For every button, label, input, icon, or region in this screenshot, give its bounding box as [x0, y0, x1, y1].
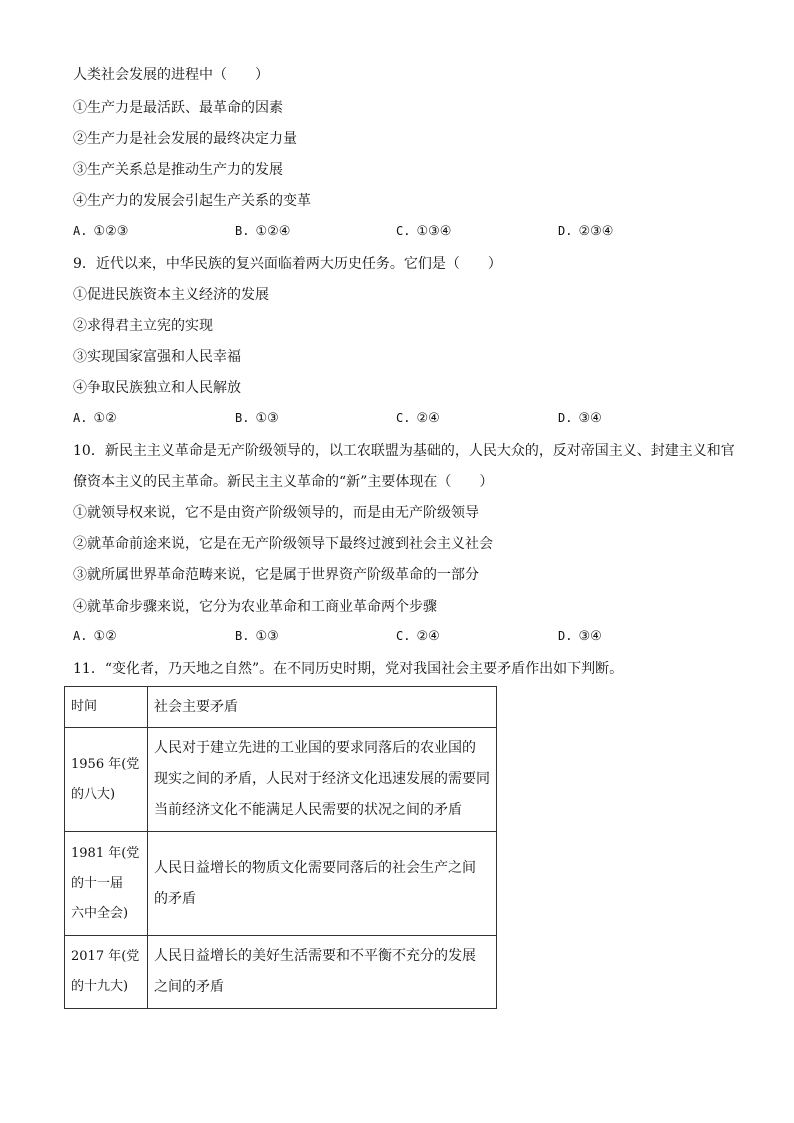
table-row: [65, 728, 497, 832]
content-line: 人民对于建立先进的工业国的要求同落后的农业国的: [154, 740, 476, 756]
time-line: 六中全会): [71, 905, 129, 921]
time-line: 的十九大): [71, 979, 129, 994]
header-time: 时间: [65, 687, 148, 728]
q9-item-2: ②求得君主立宪的实现: [73, 318, 213, 334]
option-key: C.: [396, 224, 411, 238]
option-key: A.: [73, 411, 88, 425]
row-time: [65, 936, 148, 1009]
option-text: ③④: [578, 411, 602, 426]
q9-option-a[interactable]: [73, 411, 117, 426]
time-line: 的八大): [71, 786, 116, 802]
q8-option-a[interactable]: [73, 224, 128, 239]
table-row: [65, 832, 497, 936]
option-text: ②④: [416, 411, 440, 426]
option-text: ③④: [578, 629, 602, 644]
content-line: 的矛盾: [154, 890, 196, 907]
option-key: A.: [73, 224, 88, 238]
q10-item-3: ③就所属世界革命范畴来说，它是属于世界资产阶级革命的一部分: [73, 567, 479, 583]
option-key: C.: [396, 629, 411, 643]
option-key: C.: [396, 411, 411, 425]
option-key: D.: [558, 629, 573, 643]
content-line: 人民日益增长的物质文化需要同落后的社会生产之间: [154, 859, 476, 876]
table-row: [65, 936, 497, 1009]
option-key: D.: [558, 411, 573, 425]
q10-stem-line-2: 僚资本主义的民主革命。新民主主义革命的“新”主要体现在（ ）: [73, 474, 494, 490]
time-line: 1956 年(党: [71, 756, 140, 772]
row-content: [148, 832, 497, 936]
q8-option-b[interactable]: [235, 224, 290, 239]
row-time: [65, 728, 148, 832]
q10-option-a[interactable]: [73, 629, 117, 644]
row-content: [148, 936, 497, 1009]
q8-option-d[interactable]: [558, 224, 613, 239]
q10-option-c[interactable]: [396, 629, 440, 644]
time-line: 的十一届: [71, 875, 124, 891]
option-key: B.: [235, 224, 250, 238]
q8-item-3: ③生产关系总是推动生产力的发展: [73, 162, 283, 178]
q10-option-b[interactable]: [235, 629, 279, 644]
option-text: ①②: [93, 629, 117, 644]
q9-item-3: ③实现国家富强和人民幸福: [73, 349, 241, 365]
option-key: B.: [235, 411, 250, 425]
time-line: 2017 年(党: [71, 949, 140, 964]
option-key: B.: [235, 629, 250, 643]
content-line: 当前经济文化不能满足人民需要的状况之间的矛盾: [154, 802, 462, 818]
contradiction-table: [64, 686, 497, 1009]
q9-option-d[interactable]: [558, 411, 602, 426]
option-key: A.: [73, 629, 88, 643]
q10-item-1: ①就领导权来说，它不是由资产阶级领导的，而是由无产阶级领导: [73, 505, 479, 521]
option-text: ①②: [93, 411, 117, 426]
q9-item-1: ①促进民族资本主义经济的发展: [73, 287, 269, 303]
content-line: 人民日益增长的美好生活需要和不平衡不充分的发展: [154, 948, 476, 964]
table-header-row: [65, 687, 497, 728]
q8-stem: 人类社会发展的进程中（ ）: [73, 67, 269, 83]
q9-option-c[interactable]: [396, 411, 440, 426]
q8-options: [73, 224, 723, 242]
q10-option-d[interactable]: [558, 629, 602, 644]
q9-option-b[interactable]: [235, 411, 279, 426]
time-line: 1981 年(党: [71, 845, 140, 861]
q8-item-1: ①生产力是最活跃、最革命的因素: [73, 100, 283, 116]
q10-item-2: ②就革命前途来说，它是在无产阶级领导下最终过渡到社会主义社会: [73, 536, 493, 552]
q9-options: [73, 411, 723, 429]
q8-item-2: ②生产力是社会发展的最终决定力量: [73, 131, 297, 147]
row-content: [148, 728, 497, 832]
row-time: [65, 832, 148, 936]
option-key: D.: [558, 224, 573, 238]
option-text: ①②④: [255, 224, 291, 239]
q10-item-4: ④就革命步骤来说，它分为农业革命和工商业革命两个步骤: [73, 599, 437, 615]
q9-stem: 9．近代以来，中华民族的复兴面临着两大历史任务。它们是（ ）: [73, 256, 502, 272]
header-contradiction: 社会主要矛盾: [148, 687, 497, 728]
q9-item-4: ④争取民族独立和人民解放: [73, 380, 241, 396]
q10-options: [73, 629, 723, 647]
q8-item-4: ④生产力的发展会引起生产关系的变革: [73, 193, 311, 209]
option-text: ②④: [416, 629, 440, 644]
option-text: ②③④: [578, 224, 614, 239]
option-text: ①③: [255, 411, 279, 426]
content-line: 之间的矛盾: [154, 979, 224, 995]
option-text: ①②③: [93, 224, 129, 239]
option-text: ①③④: [416, 224, 452, 239]
option-text: ①③: [255, 629, 279, 644]
q10-stem-line-1: 10．新民主主义革命是无产阶级领导的，以工农联盟为基础的，人民大众的，反对帝国主义、封建主义和官: [73, 443, 735, 459]
content-line: 现实之间的矛盾，人民对于经济文化迅速发展的需要同: [154, 771, 490, 787]
q11-stem: 11．“变化者，乃天地之自然”。在不同历史时期，党对我国社会主要矛盾作出如下判断。: [73, 661, 624, 677]
q8-option-c[interactable]: [396, 224, 451, 239]
